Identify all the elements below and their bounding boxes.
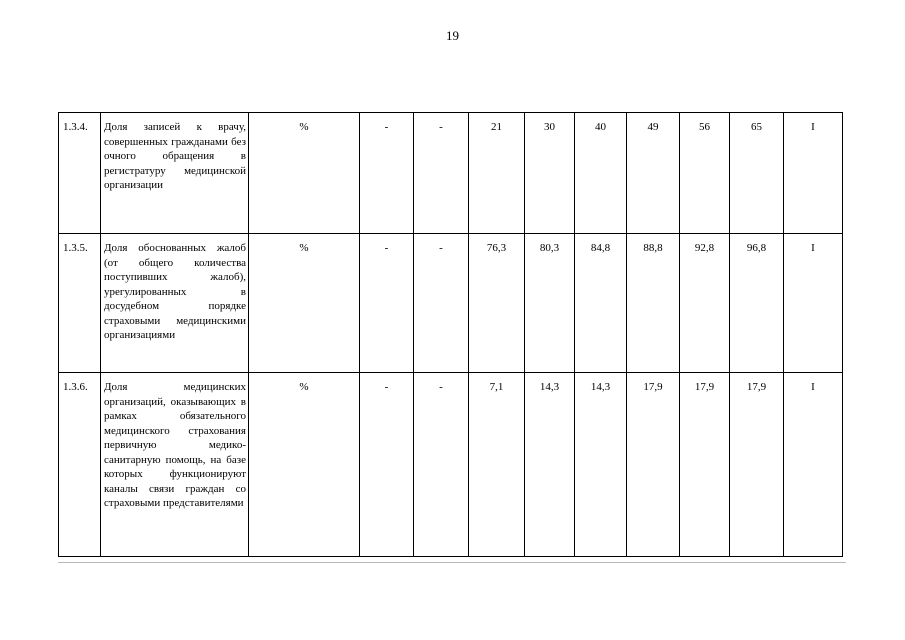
- value-cell: -: [360, 373, 414, 557]
- indicator-description: Доля записей к врачу, совершенных гражданами без очного обращения в регистратуру медицинской организации: [101, 113, 249, 234]
- unit-cell: %: [249, 113, 360, 234]
- row-number: 1.3.6.: [59, 373, 101, 557]
- value-cell: -: [414, 113, 469, 234]
- unit-cell: %: [249, 373, 360, 557]
- value-cell: 56: [680, 113, 730, 234]
- value-cell: 21: [469, 113, 525, 234]
- page-divider: [58, 562, 846, 563]
- page-number: 19: [446, 28, 459, 43]
- level-cell: I: [784, 373, 843, 557]
- indicators-table: [58, 112, 843, 557]
- value-cell: 30: [525, 113, 575, 234]
- value-cell: 76,3: [469, 234, 525, 373]
- value-cell: 88,8: [627, 234, 680, 373]
- value-cell: -: [360, 113, 414, 234]
- value-cell: 14,3: [575, 373, 627, 557]
- value-cell: 17,9: [680, 373, 730, 557]
- value-cell: 7,1: [469, 373, 525, 557]
- value-cell: 49: [627, 113, 680, 234]
- value-cell: 40: [575, 113, 627, 234]
- value-cell: -: [360, 234, 414, 373]
- row-number: 1.3.4.: [59, 113, 101, 234]
- indicator-description: Доля обоснованных жалоб (от общего количества поступивших жалоб), урегулированных в досудебном порядке страховыми медицинскими организациями: [101, 234, 249, 373]
- value-cell: -: [414, 373, 469, 557]
- table-row: [59, 234, 843, 373]
- value-cell: 14,3: [525, 373, 575, 557]
- value-cell: 92,8: [680, 234, 730, 373]
- table-row: [59, 113, 843, 234]
- value-cell: 84,8: [575, 234, 627, 373]
- value-cell: 17,9: [627, 373, 680, 557]
- indicator-description: Доля медицинских организаций, оказывающих в рамках обязательного медицинского страхования первичную медико-санитарную помощь, на базе которых функционируют каналы связи граждан со страховыми представителями: [101, 373, 249, 557]
- level-cell: I: [784, 113, 843, 234]
- row-number: 1.3.5.: [59, 234, 101, 373]
- value-cell: 17,9: [730, 373, 784, 557]
- unit-cell: %: [249, 234, 360, 373]
- value-cell: 65: [730, 113, 784, 234]
- table-row: [59, 373, 843, 557]
- level-cell: I: [784, 234, 843, 373]
- value-cell: 96,8: [730, 234, 784, 373]
- value-cell: 80,3: [525, 234, 575, 373]
- value-cell: -: [414, 234, 469, 373]
